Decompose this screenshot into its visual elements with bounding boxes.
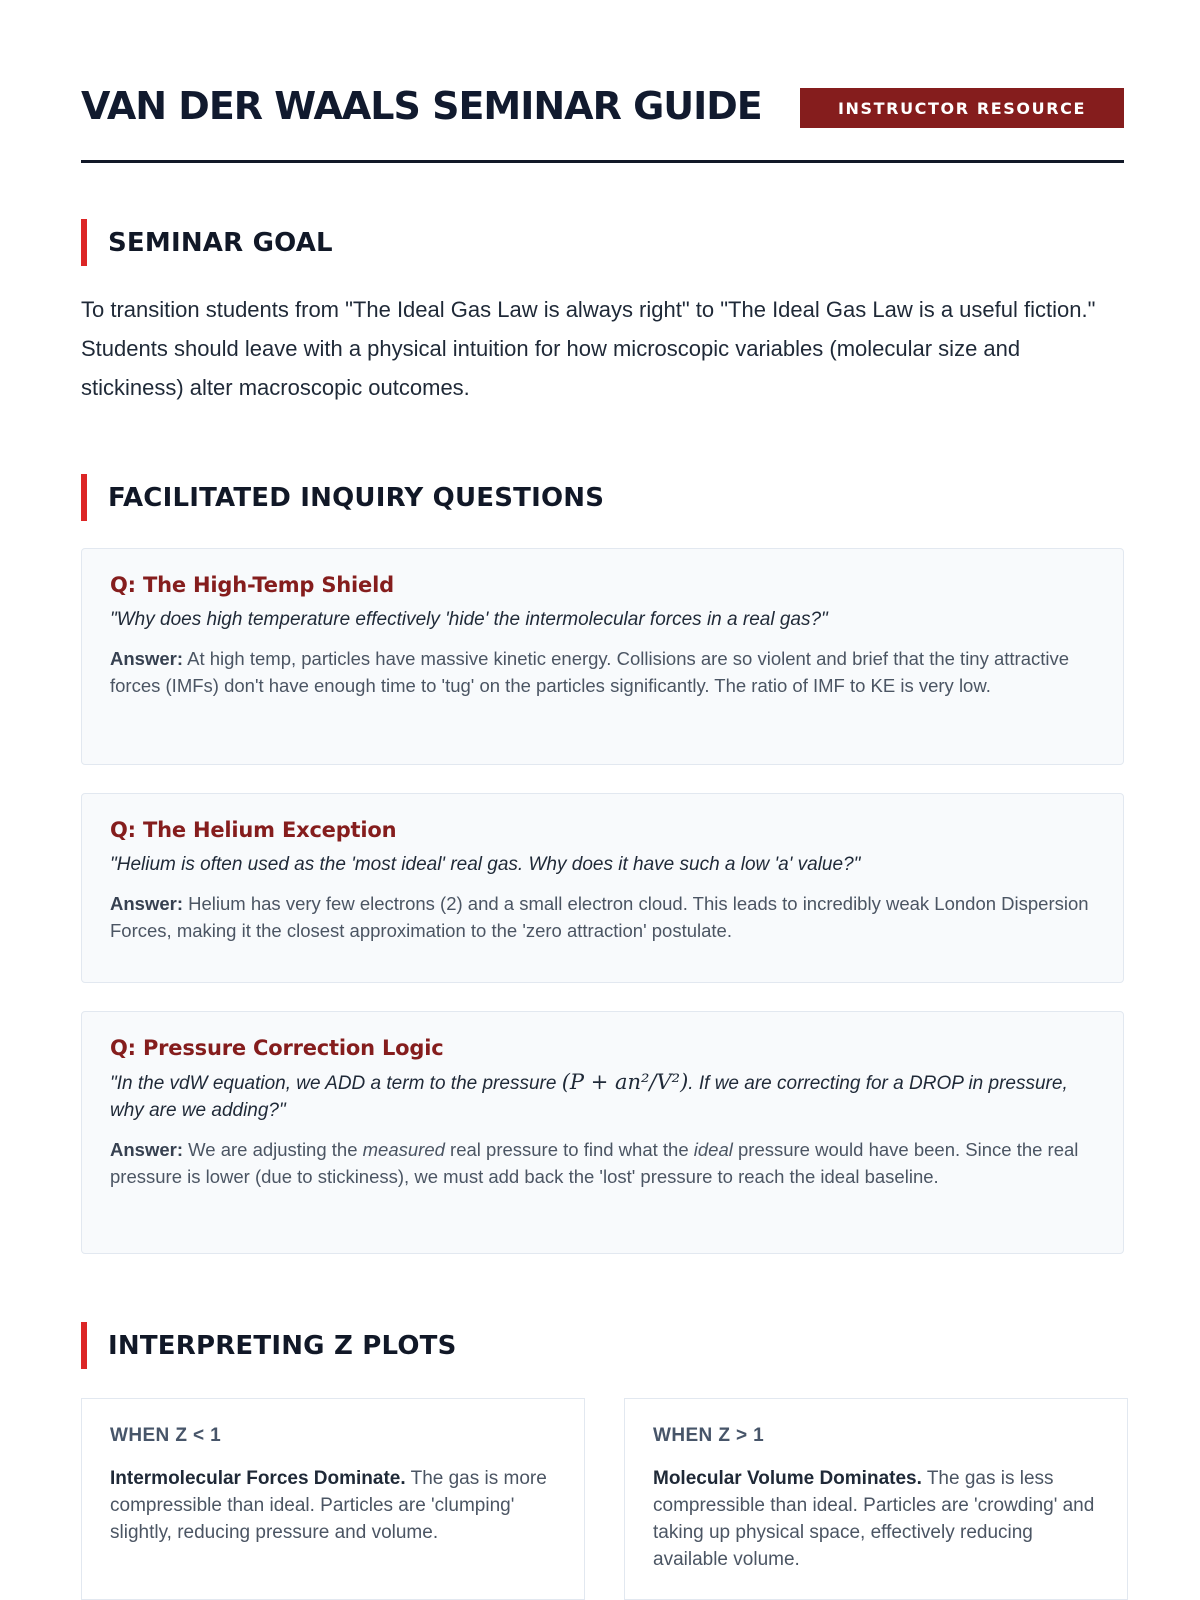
question-card	[81, 548, 1124, 765]
answer-text: real pressure to find what the	[444, 1139, 694, 1160]
question-text: "Helium is often used as the 'most ideal' real gas. Why does it have such a low 'a' value?"	[110, 854, 861, 875]
answer-text: pressure would have been. Since the real pressure is lower (due to stickiness), we must add back the 'lost' pressure to reach the ideal baseline.	[110, 1139, 1079, 1187]
question-text	[110, 1069, 1097, 1124]
answer-emphasis: measured	[362, 1139, 445, 1160]
z-box-body	[653, 1465, 1099, 1573]
question-text-start: "In the vdW equation, we ADD a term to the pressure	[110, 1073, 562, 1094]
answer-emphasis: ideal	[693, 1139, 733, 1160]
answer-label: Answer:	[110, 1139, 183, 1160]
seminar-goal-text: To transition students from "The Ideal Gas Law is always right" to "The Ideal Gas Law is a useful fiction." Students should leave with a physical intuition for how microscopic variables (molecular size and stickiness) alter macroscopic outcomes.	[81, 297, 1096, 400]
z-box-emphasis: Intermolecular Forces Dominate.	[110, 1468, 406, 1489]
z-greater-than-one-box	[624, 1398, 1128, 1600]
z-box-emphasis: Molecular Volume Dominates.	[653, 1468, 922, 1489]
section-heading-label: FACILITATED INQUIRY QUESTIONS	[108, 482, 605, 513]
question-title: Q: The High-Temp Shield	[110, 573, 394, 597]
question-card	[81, 793, 1124, 983]
vdw-pressure-term: (P + an²/V²)	[561, 1070, 689, 1094]
answer-text: We are adjusting the	[188, 1139, 363, 1160]
z-box-body	[110, 1465, 556, 1546]
question-card	[81, 1011, 1124, 1254]
page-title: VAN DER WAALS SEMINAR GUIDE	[81, 84, 762, 128]
answer-text: At high temp, particles have massive kinetic energy. Collisions are so violent and brief that the tiny attractive forces (IMFs) don't have enough time to 'tug' on the particles significantly. The ratio of IMF to KE is very low.	[110, 648, 1070, 696]
question-answer	[110, 645, 1097, 699]
z-box-heading: WHEN Z < 1	[110, 1425, 222, 1446]
page-header	[81, 78, 1124, 163]
question-answer	[110, 1136, 1097, 1190]
question-text-end: . If we are correcting for a DROP in pressure, why are we adding?"	[110, 1073, 1068, 1121]
section-heading-inquiry	[81, 474, 604, 521]
section-heading-seminar-goal	[81, 219, 333, 266]
z-box-text: The gas is less compressible than ideal. Particles are 'crowding' and taking up physical space, effectively reducing available volume.	[653, 1468, 1095, 1570]
question-title: Q: Pressure Correction Logic	[110, 1036, 444, 1060]
question-title: Q: The Helium Exception	[110, 818, 397, 842]
answer-label: Answer:	[110, 648, 183, 669]
z-box-heading: WHEN Z > 1	[653, 1425, 765, 1446]
z-less-than-one-box	[81, 1398, 585, 1600]
question-answer	[110, 890, 1097, 944]
z-box-text: The gas is more compressible than ideal. Particles are 'clumping' slightly, reducing pressure and volume.	[110, 1468, 547, 1543]
section-heading-label: INTERPRETING Z PLOTS	[108, 1330, 457, 1361]
answer-label: Answer:	[110, 893, 183, 914]
section-heading-label: SEMINAR GOAL	[108, 227, 333, 258]
answer-text: Helium has very few electrons (2) and a small electron cloud. This leads to incredibly weak London Dispersion Forces, making it the closest approximation to the 'zero attraction' postulate.	[110, 893, 1089, 941]
instructor-resource-badge: INSTRUCTOR RESOURCE	[800, 88, 1124, 128]
question-text: "Why does high temperature effectively 'hide' the intermolecular forces in a real gas?"	[110, 609, 828, 630]
section-heading-z-plots	[81, 1322, 457, 1369]
